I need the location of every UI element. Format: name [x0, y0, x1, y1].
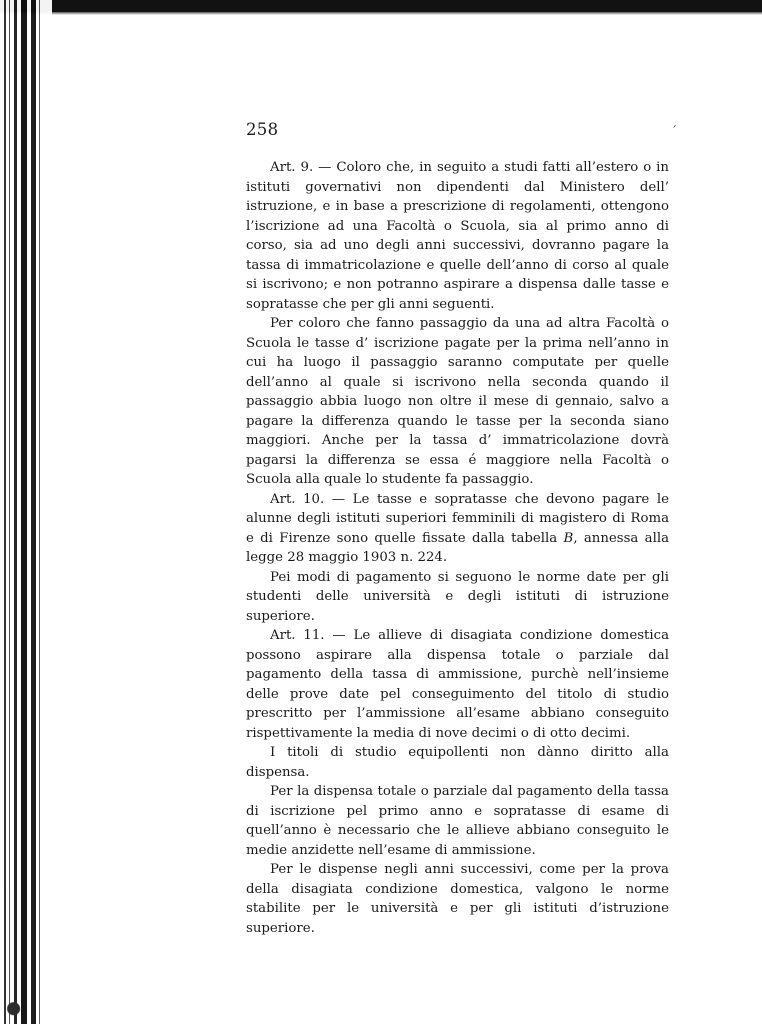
paragraph-later-years: Per le dispense negli anni successivi, come per la prova della disagiata condizione domestica, valgono le norme stabilite per le università e per gli istituti d’istruzione superiore. — [246, 862, 669, 936]
book-binding-edge — [0, 0, 52, 1024]
paragraph-payment-methods: Pei modi di pagamento si seguono le norme date per gli studenti delle università e degli istituti di istruzione superiore. — [246, 569, 669, 624]
paragraph-art-9: Art. 9. — Coloro che, in seguito a studi fatti all’estero o in istituti governativi non dipendenti dal Ministero dell’ istruzione, e in base a prescrizione di regolamenti, ottengono l’iscrizione ad una Facoltà o Scuola, sia al primo anno di corso, sia ad uno degli anni successivi, dovranno pagare la tassa di immatricolazione e quelle dell’anno di corso al quale si iscrivono; e non potranno aspirare a dispensa dalle tasse e sopratasse che per gli anni seguenti. — [246, 160, 669, 312]
paragraph-equivalent-titles: I titoli di studio equipollenti non dànno diritto alla dispensa. — [246, 745, 669, 780]
paragraph-art-10: Art. 10. — Le tasse e sopratasse che devono pagare le alunne degli istituti superiori femminili di magistero di Roma e di Firenze sono quelle fissate dalla tabella B, annessa alla legge 28 maggio 1903 n. 224. — [246, 491, 670, 565]
paragraph-first-year-exemption: Per la dispensa totale o parziale dal pagamento della tassa di iscrizione pel primo anno e sopratasse di esame di quell’anno è necessario che le allieve abbiano conseguito le medie anzidette nell’esame di ammissione. — [246, 784, 669, 858]
table-letter: B — [563, 530, 574, 546]
paragraph-art-11: Art. 11. — Le allieve di disagiata condizione domestica possono aspirare alla dispensa totale o parziale dal pagamento della tassa di ammissione, purchè nell’insieme delle prove date pel conseguimento del titolo di studio prescritto per l’ammissione all’esame abbiano conseguito rispettivamente la media di nove decimi o di otto decimi. — [246, 628, 669, 741]
body-text — [246, 158, 669, 938]
page-number: 258 — [246, 120, 279, 139]
margin-mark: ´ — [671, 124, 677, 138]
paragraph-faculty-transfer: Per coloro che fanno passaggio da una ad altra Facoltà o Scuola le tasse d’ iscrizione pagate per la prima nell’anno in cui ha luogo il passaggio saranno computate per quelle dell’anno al quale si iscrivono nella seconda quando il passaggio abbia luogo non oltre il mese di gennaio, salvo a pagare la differenza quando le tasse per la seconda siano maggiori. Anche per la tassa d’ immatricolazione dovrà pagarsi la differenza se essa é maggiore nella Facoltà o Scuola alla quale lo studente fa passaggio. — [246, 316, 669, 487]
scan-top-edge — [0, 0, 762, 12]
